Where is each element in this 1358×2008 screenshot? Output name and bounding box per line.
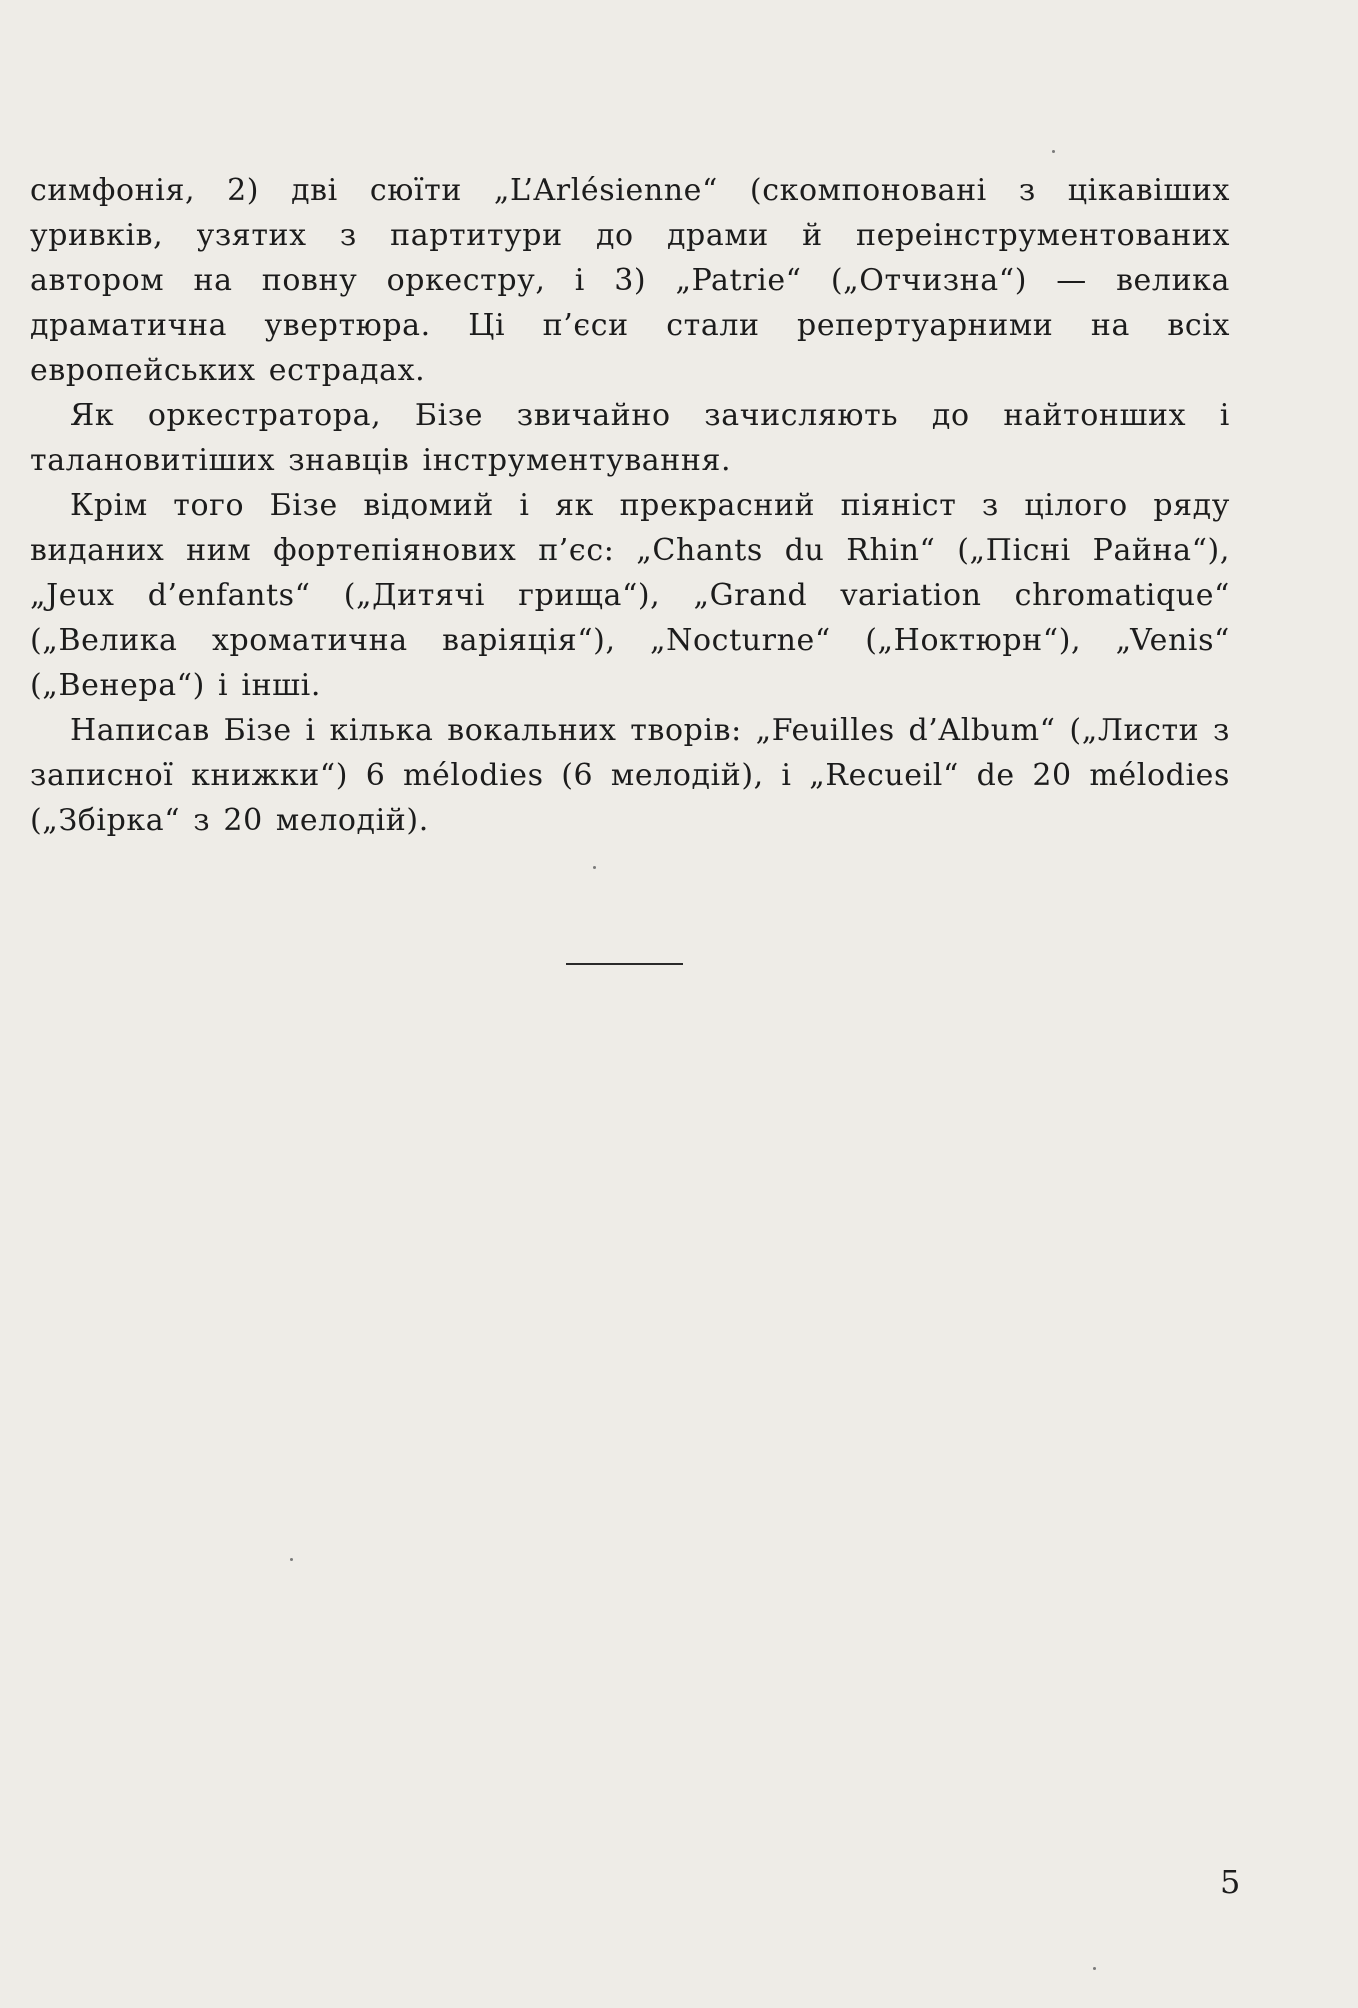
section-divider: [566, 963, 683, 965]
paper-speck: [1093, 1967, 1096, 1970]
paragraph-piano-works: Крім того Бізе відомий і як прекрасний піяніст з цілого ряду виданих ним фортепіянових п’єс: „Chants du Rhin“ („Пісні Райна“), „Jeux d’enfants“ („Дитячі грища“), „Grand variation chromatique“ („Велика хроматична варіяція“), „Nocturne“ („Ноктюрн“), „Venis“ („Венера“) і інші.: [30, 488, 1230, 703]
body-text: [30, 168, 1230, 843]
paper-speck: [1052, 150, 1055, 153]
paper-speck: [593, 866, 596, 869]
paragraph-vocal-works: Написав Бізе і кілька вокальних творів: „Feuilles d’Album“ („Листи з записної книжки“) 6 mélodies (6 мелодій), і „Recueil“ de 20 mélodies („Збірка“ з 20 мелодій).: [30, 713, 1230, 838]
page-number: 5: [1220, 1863, 1241, 1901]
paragraph-orchestration: Як оркестратора, Бізе звичайно зачисляють до найтонших і талановитіших знавців інструментування.: [30, 398, 1230, 478]
paper-speck: [290, 1558, 293, 1561]
paragraph-continuation: симфонія, 2) дві сюїти „L’Arlésienne“ (скомпоновані з цікавіших уривків, узятих з партитури до драми й переінструментованих автором на повну оркестру, і 3) „Patrie“ („Отчизна“) — велика драматична увертюра. Ці п’єси стали репертуарними на всіх европейських естрадах.: [30, 173, 1230, 388]
